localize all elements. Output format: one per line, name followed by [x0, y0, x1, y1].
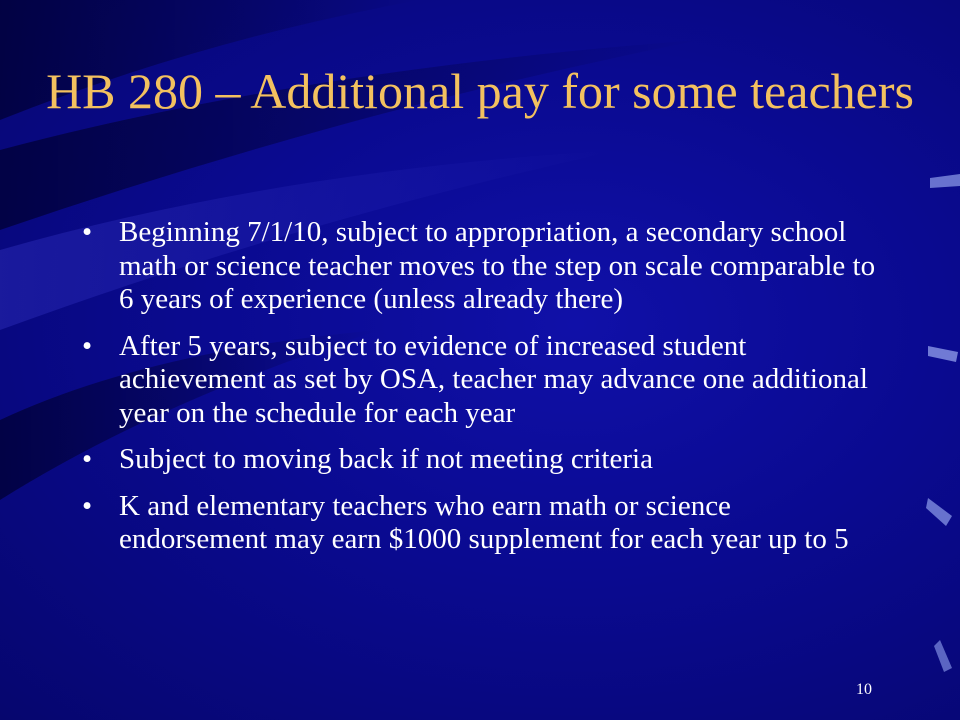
bullet-icon: •	[82, 329, 93, 362]
bullet-icon: •	[82, 216, 93, 248]
bullet-icon: •	[82, 489, 93, 522]
bullet-item	[78, 490, 878, 557]
bullet-item	[78, 216, 878, 317]
slide-title: HB 280 – Additional pay for some teachers	[46, 63, 914, 119]
bullet-text: After 5 years, subject to evidence of increased student achievement as set by OSA, teacher may advance one additional year on the schedule for each year	[119, 329, 868, 429]
bullet-icon: •	[82, 443, 93, 475]
page-number: 10	[856, 681, 872, 698]
bullet-item	[78, 330, 878, 431]
bullet-item	[78, 443, 878, 477]
bullet-list	[78, 216, 878, 570]
bullet-text: Beginning 7/1/10, subject to appropriation, a secondary school math or science teacher moves to the step on scale comparable to 6 years of experience (unless already there)	[119, 216, 876, 315]
bullet-text: Subject to moving back if not meeting criteria	[119, 443, 653, 475]
bullet-text: K and elementary teachers who earn math or science endorsement may earn $1000 supplement for each year up to 5	[119, 489, 849, 555]
